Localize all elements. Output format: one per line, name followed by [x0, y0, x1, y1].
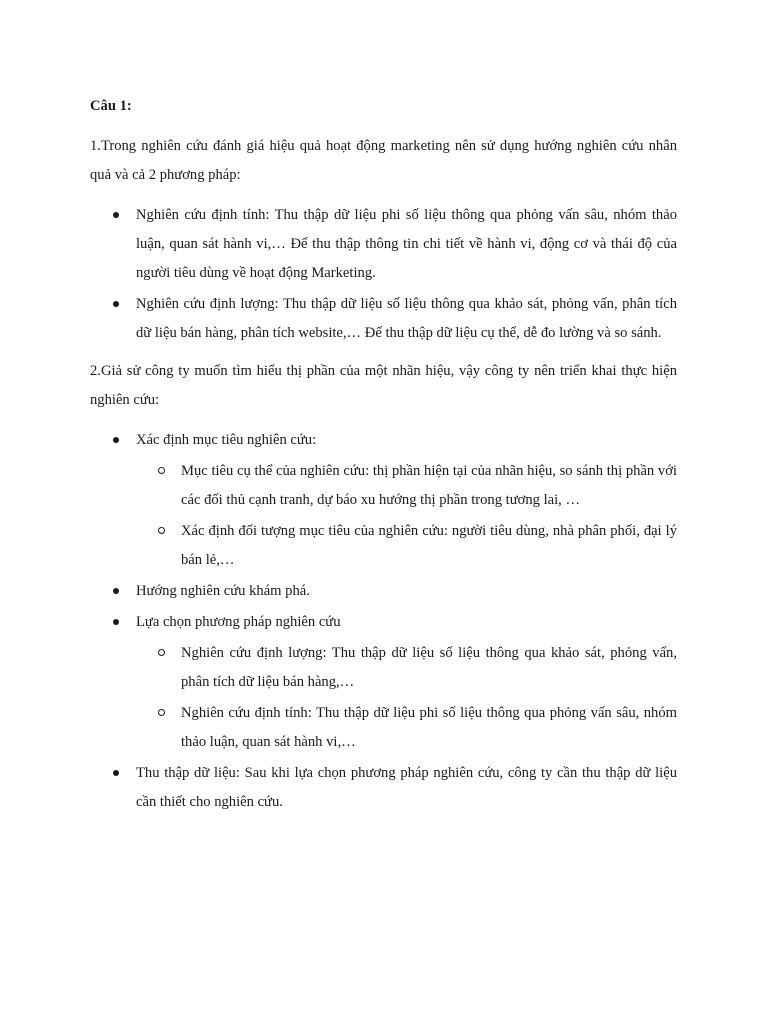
list-item-text: Nghiên cứu định tính: Thu thập dữ liệu phi số liệu thông qua phỏng vấn sâu, nhóm thảo luận, quan sát hành vi,… Để thu thập thông tin chi tiết về hành vi, động cơ và thái độ của người tiêu dùng về hoạt động Marketing. [136, 207, 677, 281]
list-item-text: Hướng nghiên cứu khám phá. [136, 583, 310, 599]
q2-intro: 2.Giả sử công ty muốn tìm hiểu thị phần của một nhãn hiệu, vậy công ty nên triển khai thực hiện nghiên cứu: [90, 363, 677, 408]
q1-list [90, 201, 677, 348]
bullet-icon [113, 770, 119, 776]
bullet-icon [113, 437, 119, 443]
circle-bullet-icon [158, 649, 165, 656]
list-item-text: Xác định mục tiêu nghiên cứu: [136, 432, 317, 448]
sub-list-item [136, 517, 677, 575]
sub-list-item-text: Nghiên cứu định lượng: Thu thập dữ liệu số liệu thông qua khảo sát, phỏng vấn, phân tích dữ liệu bán hàng,… [181, 645, 677, 690]
circle-bullet-icon [158, 467, 165, 474]
list-item-text: Lựa chọn phương pháp nghiên cứu [136, 614, 341, 630]
list-item [90, 577, 677, 606]
sub-list [136, 457, 677, 575]
list-item [90, 290, 677, 348]
bullet-icon [113, 619, 119, 625]
q1-intro: 1.Trong nghiên cứu đánh giá hiệu quả hoạt động marketing nên sử dụng hướng nghiên cứu nhân quả và cả 2 phương pháp: [90, 138, 677, 183]
sub-list-item [136, 639, 677, 697]
bullet-icon [113, 212, 119, 218]
circle-bullet-icon [158, 527, 165, 534]
document-page [90, 92, 677, 826]
bullet-icon [113, 301, 119, 307]
circle-bullet-icon [158, 709, 165, 716]
list-item [90, 426, 677, 575]
q2-list [90, 426, 677, 817]
sub-list-item [136, 699, 677, 757]
bullet-icon [113, 588, 119, 594]
list-item [90, 201, 677, 288]
question-heading: Câu 1: [90, 98, 132, 114]
sub-list-item-text: Mục tiêu cụ thể của nghiên cứu: thị phần hiện tại của nhãn hiệu, so sánh thị phần với các đối thủ cạnh tranh, dự báo xu hướng thị phần trong tương lai, … [181, 463, 677, 508]
sub-list-item-text: Nghiên cứu định tính: Thu thập dữ liệu phi số liệu thông qua phỏng vấn sâu, nhóm thảo luận, quan sát hành vi,… [181, 705, 677, 750]
list-item [90, 759, 677, 817]
sub-list-item-text: Xác định đối tượng mục tiêu của nghiên cứu: người tiêu dùng, nhà phân phối, đại lý bán lẻ,… [181, 523, 677, 568]
list-item [90, 608, 677, 757]
sub-list [136, 639, 677, 757]
sub-list-item [136, 457, 677, 515]
list-item-text: Nghiên cứu định lượng: Thu thập dữ liệu số liệu thông qua khảo sát, phỏng vấn, phân tích dữ liệu bán hàng, phân tích website,… Để thu thập dữ liệu cụ thể, dễ đo lường và so sánh. [136, 296, 677, 341]
list-item-text: Thu thập dữ liệu: Sau khi lựa chọn phương pháp nghiên cứu, công ty cần thu thập dữ liệu cần thiết cho nghiên cứu. [136, 765, 677, 810]
